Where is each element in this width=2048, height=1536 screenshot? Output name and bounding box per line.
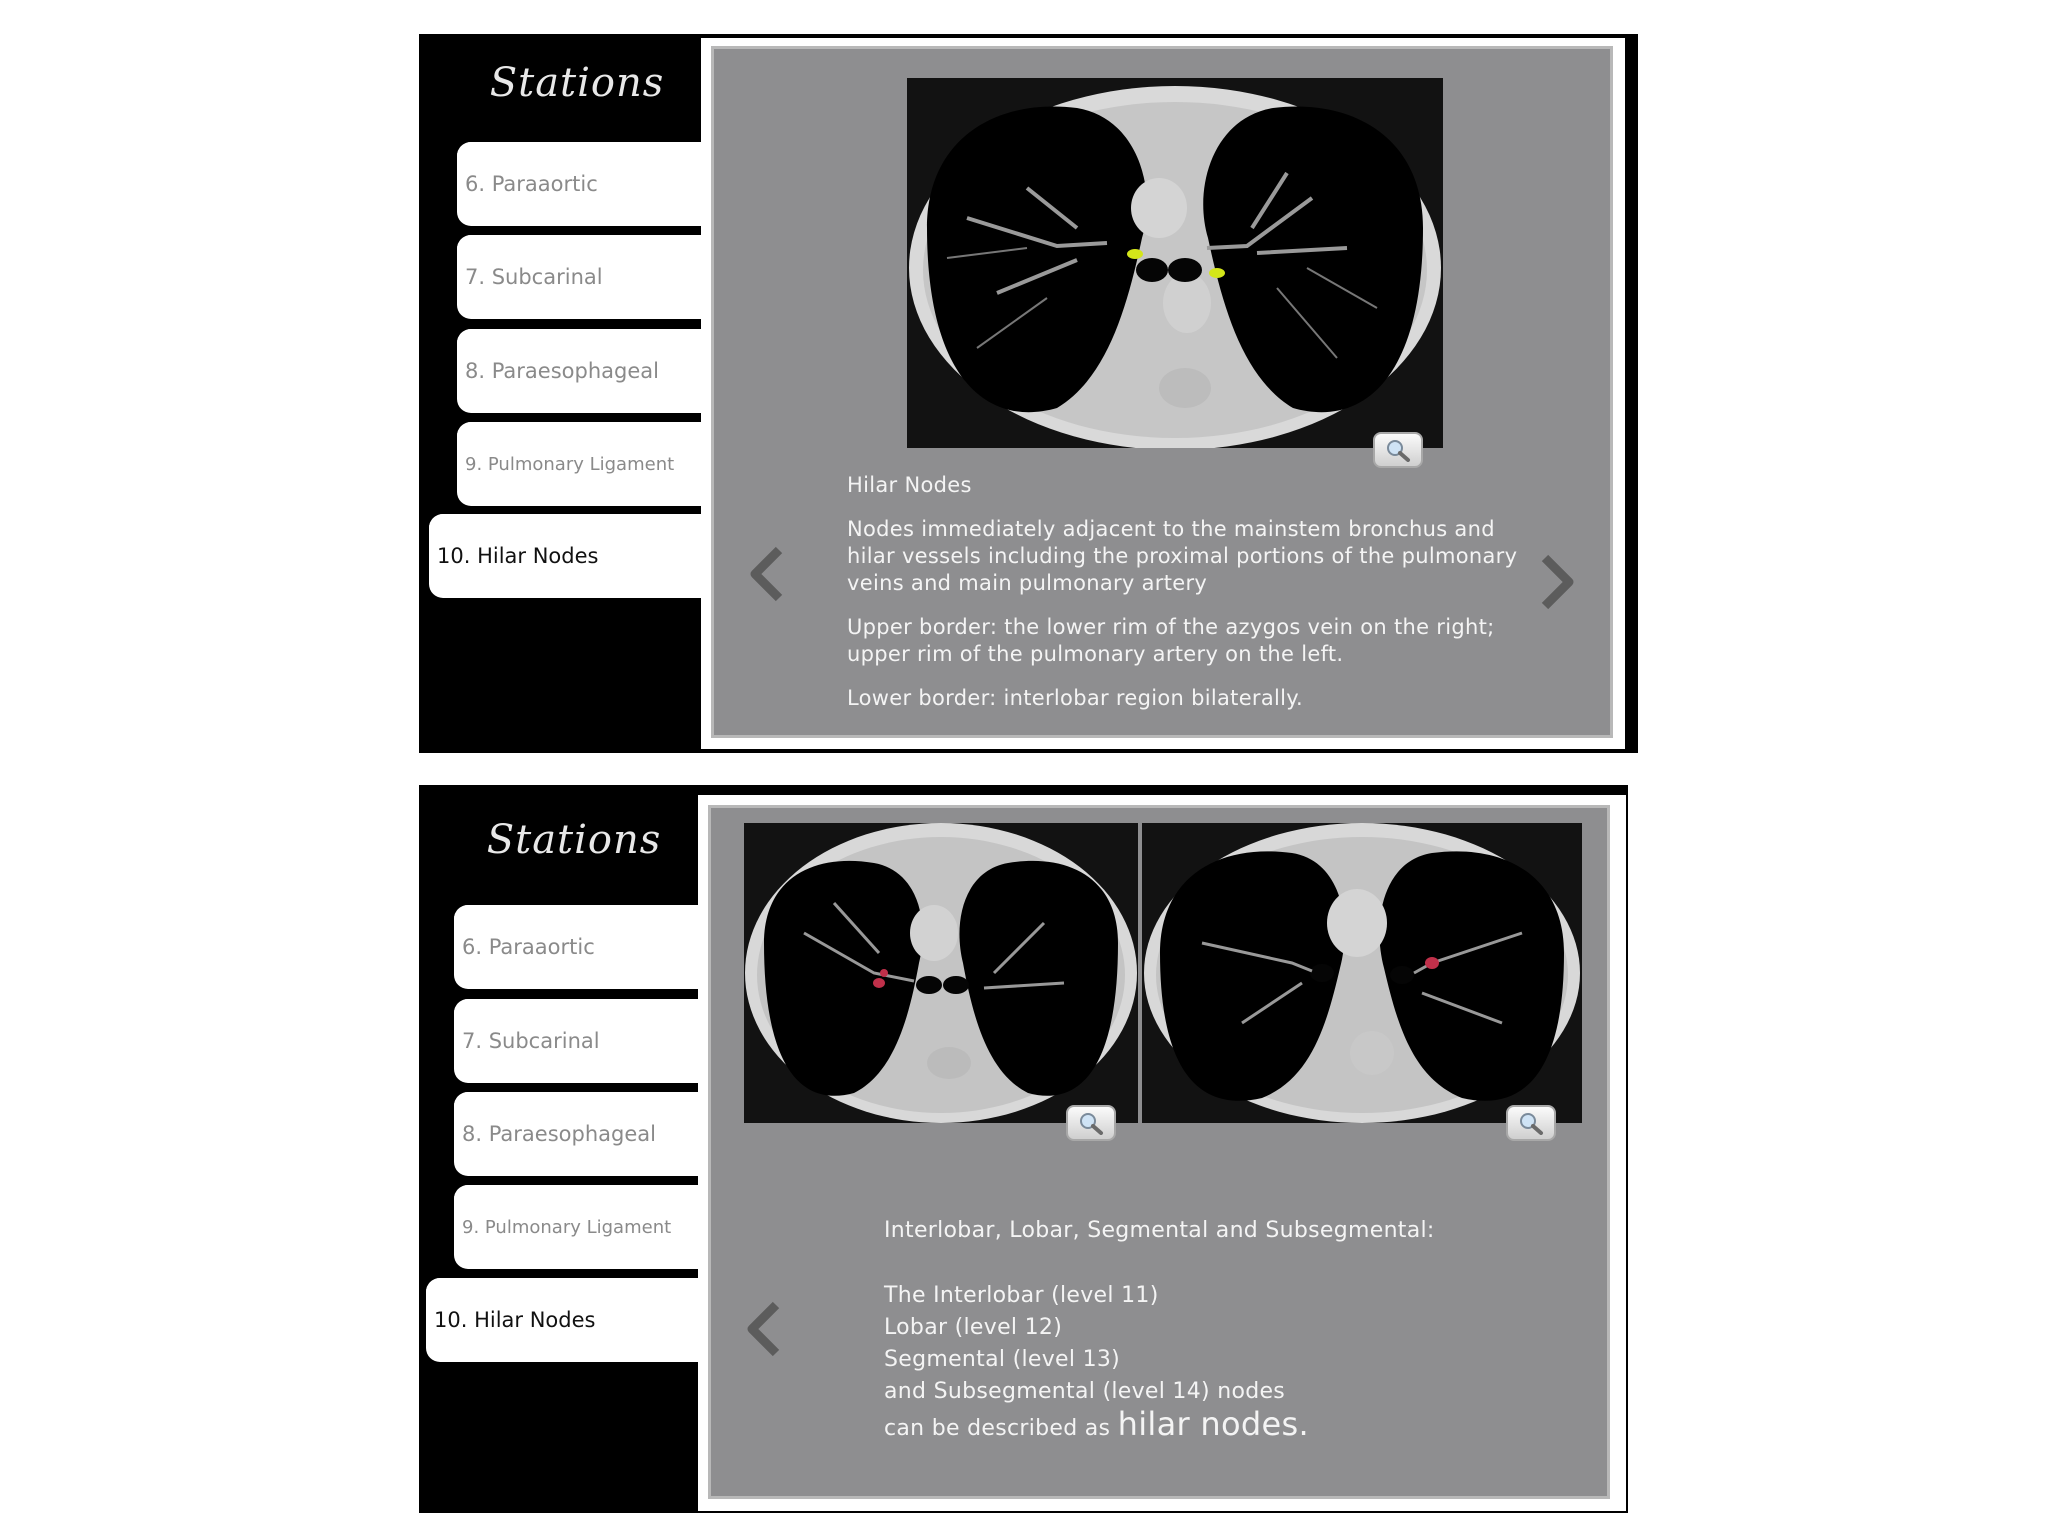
magnifier-icon: [1385, 438, 1411, 462]
stations-title: Stations: [486, 817, 662, 863]
conclusion-prefix: can be described as: [884, 1416, 1111, 1441]
conclusion-emphasis: hilar nodes.: [1117, 1405, 1309, 1443]
content-area: [698, 795, 1626, 1511]
level-12-line: Lobar (level 12): [884, 1315, 1063, 1340]
station-item-subcarinal[interactable]: 7. Subcarinal: [454, 999, 698, 1083]
chevron-right-icon[interactable]: [1537, 554, 1577, 610]
station-item-paraaortic[interactable]: 6. Paraaortic: [457, 142, 701, 226]
magnifier-icon: [1518, 1111, 1544, 1135]
station-item-hilar-nodes[interactable]: 10. Hilar Nodes: [426, 1278, 698, 1362]
chevron-left-icon[interactable]: [747, 546, 787, 602]
level-11-line: The Interlobar (level 11): [884, 1283, 1159, 1308]
app-screen-bottom: [419, 785, 1628, 1513]
ct-scan-image-right[interactable]: [1142, 823, 1582, 1123]
description-text: [847, 472, 1527, 712]
level-14-line: and Subsegmental (level 14) nodes: [884, 1379, 1286, 1404]
ct-scan-image-left[interactable]: [744, 823, 1138, 1123]
description-text: [884, 1215, 1524, 1445]
station-item-pulmonary-ligament[interactable]: 9. Pulmonary Ligament: [454, 1185, 698, 1269]
station-item-paraesophageal[interactable]: 8. Paraesophageal: [457, 329, 701, 413]
lower-border-text: Lower border: interlobar region bilaterally.: [847, 686, 1304, 710]
upper-border-text: Upper border: the lower rim of the azygos vein on the right; upper rim of the pulmonary artery on the left.: [847, 615, 1495, 666]
hilar-conclusion-line: [884, 1405, 1524, 1445]
content-panel: [711, 46, 1613, 738]
zoom-button[interactable]: [1373, 432, 1423, 468]
app-screen-top: [419, 34, 1638, 753]
level-13-line: Segmental (level 13): [884, 1347, 1121, 1372]
station-item-paraaortic[interactable]: 6. Paraaortic: [454, 905, 698, 989]
zoom-button-left[interactable]: [1066, 1105, 1116, 1141]
description-paragraph: Nodes immediately adjacent to the mainstem bronchus and hilar vessels including the proximal portions of the pulmonary veins and main pulmonary artery: [847, 517, 1518, 595]
chevron-left-icon[interactable]: [744, 1301, 784, 1357]
station-item-paraesophageal[interactable]: 8. Paraesophageal: [454, 1092, 698, 1176]
zoom-button-right[interactable]: [1506, 1105, 1556, 1141]
station-item-subcarinal[interactable]: 7. Subcarinal: [457, 235, 701, 319]
ct-scan-image[interactable]: [907, 78, 1443, 448]
description-heading: Interlobar, Lobar, Segmental and Subsegmental:: [884, 1218, 1435, 1243]
magnifier-icon: [1078, 1111, 1104, 1135]
description-heading: Hilar Nodes: [847, 473, 972, 497]
content-area: [701, 38, 1625, 749]
content-panel: [708, 805, 1610, 1499]
station-item-pulmonary-ligament[interactable]: 9. Pulmonary Ligament: [457, 422, 701, 506]
station-item-hilar-nodes[interactable]: 10. Hilar Nodes: [429, 514, 701, 598]
stations-title: Stations: [489, 60, 665, 106]
